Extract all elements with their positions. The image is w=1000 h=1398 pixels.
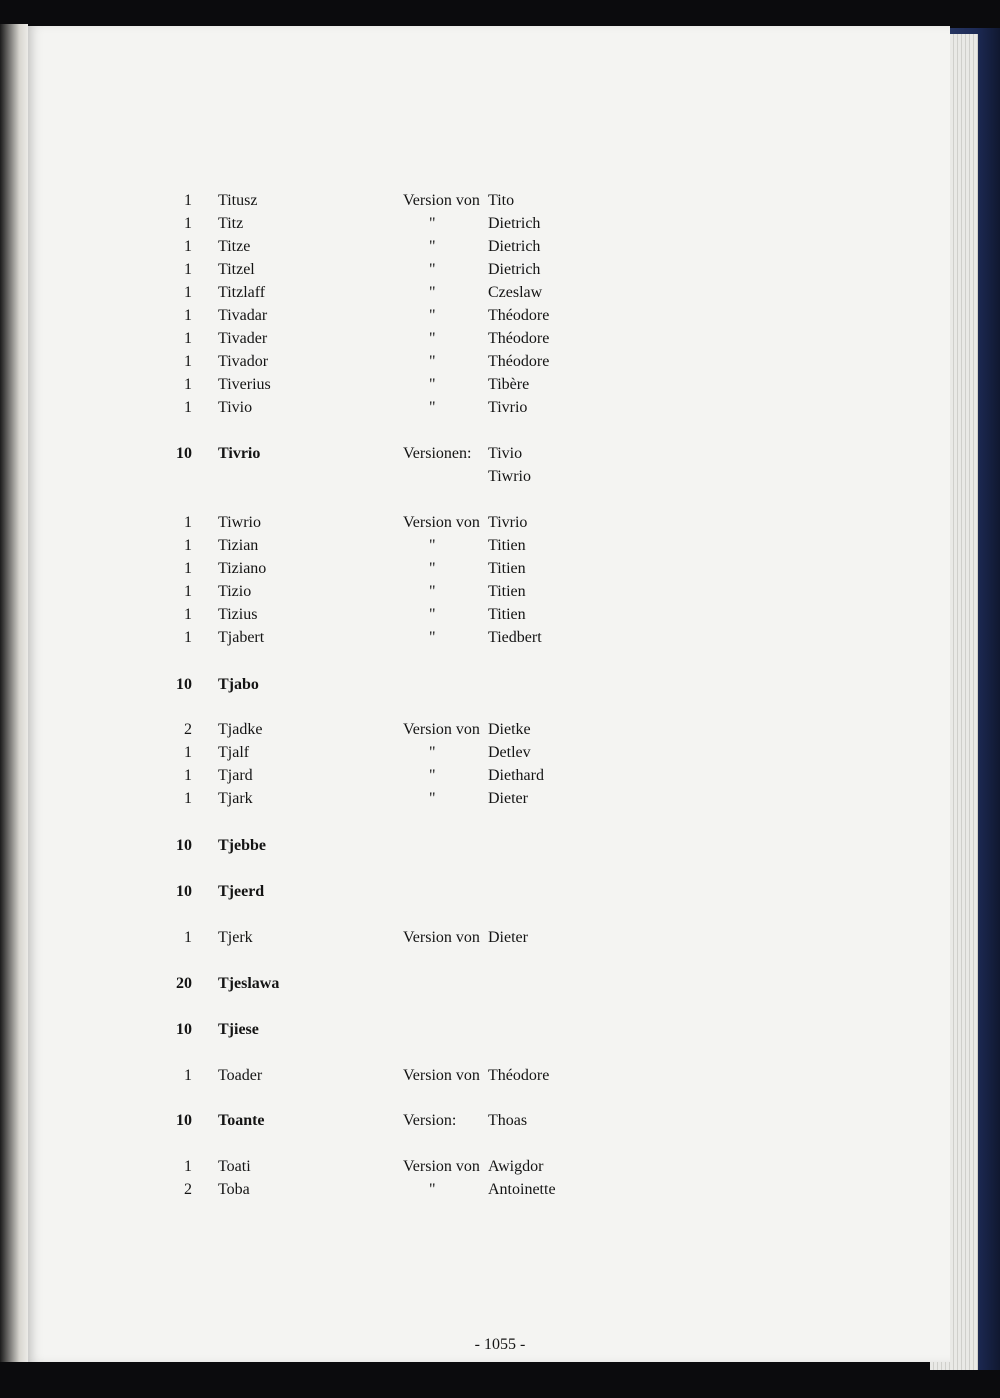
- list-item: [0, 627, 1000, 649]
- entry-name: Tjeerd: [218, 883, 265, 900]
- entry-version-prefix: Version von: [403, 192, 480, 209]
- entry-source-name: Diethard: [488, 767, 544, 784]
- entry-name: Titze: [218, 238, 251, 255]
- entry-name: Tiwrio: [218, 514, 261, 531]
- list-item: [0, 190, 1000, 212]
- list-item: [0, 788, 1000, 810]
- entry-count: 1: [184, 583, 192, 600]
- entry-count: 20: [176, 975, 192, 992]
- list-item: [0, 1110, 1000, 1132]
- entry-name: Tivio: [218, 399, 253, 416]
- entry-source-name: Dietrich: [488, 238, 541, 255]
- entry-source-name: Théodore: [488, 353, 550, 370]
- list-item: [0, 558, 1000, 580]
- entry-name: Tjabert: [218, 629, 265, 646]
- entry-version-prefix: Version von: [403, 721, 480, 738]
- entry-count: 1: [184, 376, 192, 393]
- entry-source-name: Dietrich: [488, 215, 541, 232]
- entry-ditto-mark: ": [429, 1181, 436, 1198]
- list-item: [0, 374, 1000, 396]
- list-item: [0, 328, 1000, 350]
- entry-version-prefix: Version von: [403, 929, 480, 946]
- entry-name: Titz: [218, 215, 244, 232]
- entry-name: Tiziano: [218, 560, 267, 577]
- entry-source-name: Detlev: [488, 744, 531, 761]
- list-item: [0, 512, 1000, 534]
- entry-ditto-mark: ": [429, 583, 436, 600]
- entry-count: 10: [176, 1112, 192, 1129]
- entry-count: 1: [184, 629, 192, 646]
- entry-source-name: Tibère: [488, 376, 530, 393]
- list-item: [0, 282, 1000, 304]
- entry-source-name: Awigdor: [488, 1158, 544, 1175]
- entry-count: 1: [184, 399, 192, 416]
- list-item: [0, 973, 1000, 995]
- entry-count: 10: [176, 445, 192, 462]
- list-item: [0, 742, 1000, 764]
- entry-count: 1: [184, 514, 192, 531]
- entry-source-name: Dietke: [488, 721, 531, 738]
- entry-ditto-mark: ": [429, 307, 436, 324]
- entry-count: 1: [184, 353, 192, 370]
- entry-count: 10: [176, 883, 192, 900]
- entry-source-name: Titien: [488, 583, 526, 600]
- entry-source-name: Dieter: [488, 929, 528, 946]
- list-item: [0, 674, 1000, 696]
- entry-name: Titusz: [218, 192, 258, 209]
- list-item: [0, 466, 1000, 488]
- entry-name: Tjalf: [218, 744, 250, 761]
- entry-ditto-mark: ": [429, 284, 436, 301]
- list-item: [0, 443, 1000, 465]
- entry-name: Tizius: [218, 606, 258, 623]
- list-item: [0, 719, 1000, 741]
- entry-count: 1: [184, 790, 192, 807]
- list-item: [0, 881, 1000, 903]
- list-item: [0, 259, 1000, 281]
- list-item: [0, 1179, 1000, 1201]
- entry-name: Toante: [218, 1112, 265, 1129]
- entry-source-name: Titien: [488, 560, 526, 577]
- entry-ditto-mark: ": [429, 629, 436, 646]
- entry-ditto-mark: ": [429, 744, 436, 761]
- entry-version-prefix: Version von: [403, 514, 480, 531]
- entry-source-name: Dietrich: [488, 261, 541, 278]
- entry-count: 1: [184, 192, 192, 209]
- entry-source-name: Théodore: [488, 307, 550, 324]
- entry-ditto-mark: ": [429, 353, 436, 370]
- entry-source-name: Tivrio: [488, 399, 528, 416]
- entry-ditto-mark: ": [429, 606, 436, 623]
- entry-count: 1: [184, 238, 192, 255]
- entry-count: 1: [184, 1067, 192, 1084]
- entry-source-name: Czeslaw: [488, 284, 543, 301]
- entry-ditto-mark: ": [429, 376, 436, 393]
- entry-ditto-mark: ": [429, 261, 436, 278]
- entry-count: 1: [184, 307, 192, 324]
- entry-version-prefix: Versionen:: [403, 445, 472, 462]
- entry-source-name: Tivrio: [488, 514, 528, 531]
- entry-count: 1: [184, 929, 192, 946]
- entry-count: 1: [184, 330, 192, 347]
- entry-ditto-mark: ": [429, 215, 436, 232]
- entry-name: Tivador: [218, 353, 269, 370]
- entry-count: 1: [184, 261, 192, 278]
- entry-count: 1: [184, 744, 192, 761]
- list-item: [0, 604, 1000, 626]
- entry-count: 1: [184, 537, 192, 554]
- entry-source-name: Tivio: [488, 445, 523, 462]
- entry-name: Tivader: [218, 330, 268, 347]
- entry-ditto-mark: ": [429, 767, 436, 784]
- entry-count: 1: [184, 606, 192, 623]
- entry-name: Tizio: [218, 583, 252, 600]
- list-item: [0, 927, 1000, 949]
- entry-ditto-mark: ": [429, 399, 436, 416]
- entry-source-name: Thoas: [488, 1112, 528, 1129]
- list-item: [0, 1019, 1000, 1041]
- entry-ditto-mark: ": [429, 790, 436, 807]
- entry-count: 2: [184, 721, 192, 738]
- entry-name: Toader: [218, 1067, 263, 1084]
- list-item: [0, 305, 1000, 327]
- entry-source-name: Tito: [488, 192, 515, 209]
- entry-name: Tiverius: [218, 376, 271, 393]
- entry-source-name: Titien: [488, 606, 526, 623]
- entry-count: 1: [184, 284, 192, 301]
- list-item: [0, 236, 1000, 258]
- entry-name: Tivrio: [218, 445, 261, 462]
- entry-version-prefix: Version:: [403, 1112, 457, 1129]
- entry-source-name: Dieter: [488, 790, 528, 807]
- entry-name: Tjiese: [218, 1021, 259, 1038]
- entry-count: 1: [184, 1158, 192, 1175]
- entry-source-name: Théodore: [488, 330, 550, 347]
- page-number: - 1055 -: [474, 1336, 526, 1353]
- entry-name: Toati: [218, 1158, 251, 1175]
- entry-name: Tjeslawa: [218, 975, 280, 992]
- entry-ditto-mark: ": [429, 330, 436, 347]
- entry-name: Tivadar: [218, 307, 268, 324]
- list-item: [0, 535, 1000, 557]
- entry-source-name: Tiedbert: [488, 629, 542, 646]
- entry-name: Tjerk: [218, 929, 253, 946]
- entry-name: Titzlaff: [218, 284, 266, 301]
- list-item: [0, 581, 1000, 603]
- list-item: [0, 1065, 1000, 1087]
- entry-version-prefix: Version von: [403, 1067, 480, 1084]
- entry-count: 10: [176, 676, 192, 693]
- entry-name: Tjard: [218, 767, 253, 784]
- entry-count: 2: [184, 1181, 192, 1198]
- list-item: [0, 835, 1000, 857]
- list-item: [0, 213, 1000, 235]
- entry-source-name: Théodore: [488, 1067, 550, 1084]
- list-item: [0, 1156, 1000, 1178]
- list-item: [0, 351, 1000, 373]
- entry-source-name: Titien: [488, 537, 526, 554]
- list-item: [0, 397, 1000, 419]
- entry-name: Tjabo: [218, 676, 259, 693]
- entry-count: 1: [184, 767, 192, 784]
- entry-name: Tjebbe: [218, 837, 266, 854]
- entry-count: 1: [184, 215, 192, 232]
- entry-count: 10: [176, 837, 192, 854]
- entry-name: Titzel: [218, 261, 255, 278]
- entry-version-prefix: Version von: [403, 1158, 480, 1175]
- entry-name: Tizian: [218, 537, 259, 554]
- entry-name: Toba: [218, 1181, 250, 1198]
- list-item: [0, 765, 1000, 787]
- entry-name: Tjark: [218, 790, 253, 807]
- entry-ditto-mark: ": [429, 537, 436, 554]
- entry-name: Tjadke: [218, 721, 263, 738]
- entry-count: 10: [176, 1021, 192, 1038]
- entry-ditto-mark: ": [429, 560, 436, 577]
- entry-source-name: Tiwrio: [488, 468, 531, 485]
- entry-ditto-mark: ": [429, 238, 436, 255]
- entry-count: 1: [184, 560, 192, 577]
- entry-source-name: Antoinette: [488, 1181, 556, 1198]
